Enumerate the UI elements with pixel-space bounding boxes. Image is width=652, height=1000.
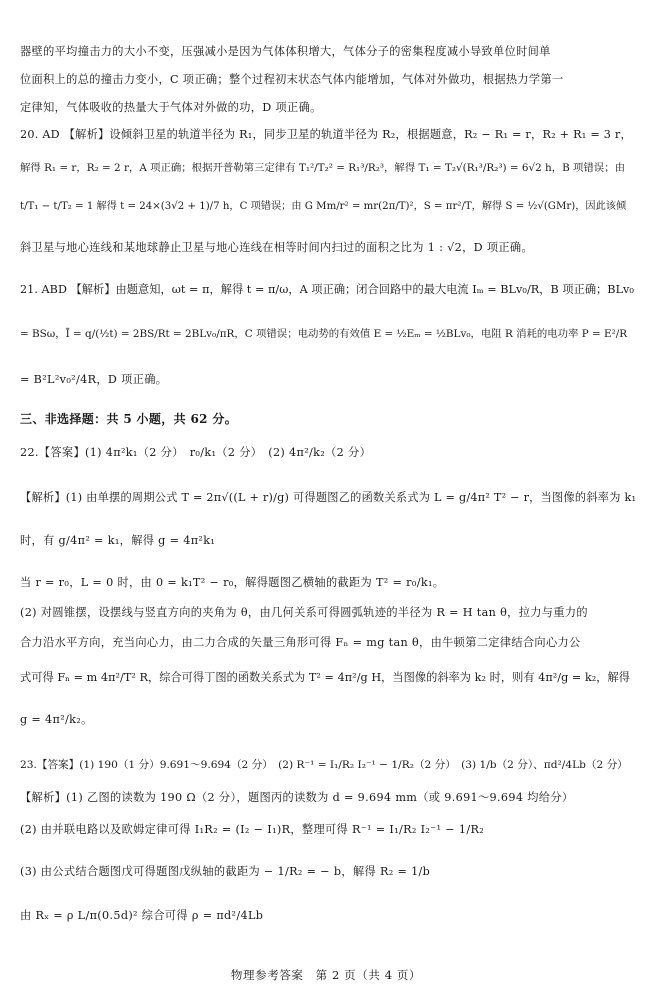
section-heading: 三、非选择题：共 5 小题，共 62 分。: [20, 412, 238, 426]
text-line: 位面积上的总的撞击力变小，C 项正确；整个过程初末状态气体内能增加，气体对外做功，根据热力学第一: [20, 73, 564, 86]
text-line: g = 4π²/k₂。: [20, 713, 93, 726]
text-line: 20. AD 【解析】设倾斜卫星的轨道半径为 R₁，同步卫星的轨道半径为 R₂，根据题意，R₂ − R₁ = r，R₂ + R₁ = 3 r，: [20, 128, 632, 141]
answer-line: 22.【答案】(1) 4π²k₁（2 分） r₀/k₁（2 分） (2) 4π²/k₂（2 分）: [20, 446, 372, 459]
text-line: 式可得 Fₙ = m 4π²/T² R，综合可得丁图的函数关系式为 T² = 4π²/g H，当图像的斜率为 k₂ 时，则有 4π²/g = k₂，解得: [20, 671, 631, 684]
text-line: 合力沿水平方向，充当向心力，由二力合成的矢量三角形可得 Fₙ = mg tan θ，由牛顿第二定律结合向心力公: [20, 636, 581, 649]
text-line: 时，有 g/4π² = k₁，解得 g = 4π²k₁: [20, 534, 216, 547]
text-line: (3) 由公式结合题图戊可得题图戊纵轴的截距为 − 1/R₂ = − b，解得 R₂ = 1/b: [20, 865, 431, 878]
text-line: (2) 由并联电路以及欧姆定律可得 I₁R₂ = (I₂ − I₁)R，整理可得 R⁻¹ = I₁/R₂ I₂⁻¹ − 1/R₂: [20, 823, 485, 836]
text-line: t/T₁ − t/T₂ = 1 解得 t = 24×(3√2 + 1)/7 h，C 项错误；由 G Mm/r² = mr(2π/T)²，S = πr²/T，解得 S = ½√(GMr)，因此该倾: [20, 201, 627, 212]
text-line: 21. ABD 【解析】由题意知，ωt = π，解得 t = π/ω，A 项正确；闭合回路中的最大电流 Iₘ = BLv₀/R，B 项正确；BLv₀: [20, 283, 634, 296]
text-line: (2) 对圆锥摆，设摆线与竖直方向的夹角为 θ，由几何关系可得圆弧轨迹的半径为 R = H tan θ，拉力与重力的: [20, 606, 588, 619]
text-line: 【解析】(1) 乙图的读数为 190 Ω（2 分），题图丙的读数为 d = 9.694 mm（或 9.691～9.694 均给分）: [20, 791, 574, 804]
text-line: = B²L²v₀²/4R，D 项正确。: [20, 373, 168, 386]
text-line: 器壁的平均撞击力的大小不变，压强减小是因为气体体积增大，气体分子的密集程度减小导致单位时间单: [20, 45, 551, 58]
text-line: 由 Rₓ = ρ L/π(0.5d)² 综合可得 ρ = πd²/4Lb: [20, 909, 264, 922]
text-line: 定律知，气体吸收的热量大于气体对外做的功，D 项正确。: [20, 101, 322, 114]
text-line: 【解析】(1) 由单摆的周期公式 T = 2π√((L + r)/g) 可得题图乙的函数关系式为 L = g/4π² T² − r，当图像的斜率为 k₁: [20, 491, 637, 504]
text-line: 解得 R₁ = r，R₂ = 2 r，A 项正确；根据开普勒第三定律有 T₁²/T₂² = R₁³/R₂³，解得 T₁ = T₂√(R₁³/R₂³) = 6√2 h，B 项错误；由: [20, 162, 625, 174]
page-footer: 物理参考答案 第 2 页（共 4 页）: [230, 968, 422, 982]
text-line: = BSω，Ī = q/(½t) = 2BS/Rt = 2BLv₀/πR，C 项错误；电动势的有效值 E = ½Eₘ = ½BLv₀，电阻 R 消耗的电功率 P = E²/R: [20, 328, 628, 340]
answer-line: 23.【答案】(1) 190（1 分）9.691～9.694（2 分） (2) R⁻¹ = I₁/R₂ I₂⁻¹ − 1/R₂（2 分） (3) 1/b（2 分）、πd²/4Lb（2 分）: [20, 759, 628, 771]
text-line: 斜卫星与地心连线和某地球静止卫星与地心连线在相等时间内扫过的面积之比为 1 : √2，D 项正确。: [20, 241, 533, 254]
text-line: 当 r = r₀，L = 0 时，由 0 = k₁T² − r₀，解得题图乙横轴的截距为 T² = r₀/k₁。: [20, 576, 445, 589]
